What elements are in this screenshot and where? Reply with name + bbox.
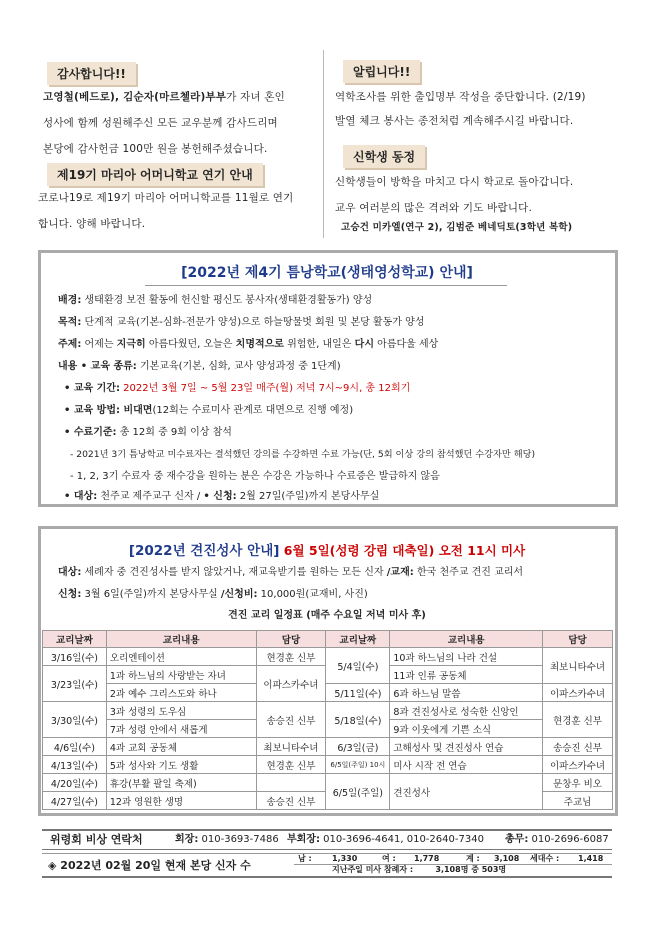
date-cell: 3/30일(수) (43, 702, 107, 738)
notice-header: 알립니다!! (343, 60, 420, 83)
date-cell: 3/16일(수) (43, 648, 107, 666)
stats-bar (42, 853, 612, 878)
table-row (43, 756, 613, 774)
topic-cell: 5과 성사와 기도 생활 (106, 756, 256, 774)
stats-title: ◈ 2022년 02월 20일 현재 본당 신자 수 (48, 859, 251, 872)
table-row (43, 648, 613, 666)
male-count: 1,330 (332, 854, 358, 863)
col-header: 담당 (543, 631, 613, 648)
teacher-cell: 이파스카수녀 (256, 666, 326, 702)
topic-cell: 고해성사 및 견진성사 연습 (390, 738, 543, 756)
date-cell: 6/5일(주일) 10시 (326, 756, 390, 774)
eco-school-title: [2022년 제4기 틈낭학교(생태영성학교) 안내] (181, 265, 473, 281)
teacher-cell: 최보니타수녀 (256, 738, 326, 756)
topic-cell: 휴강(부활 팔일 축제) (106, 774, 256, 792)
stats-counts (294, 854, 612, 864)
seminarian-line-2: 교우 여러분의 많은 격려와 기도 바랍니다. (335, 202, 533, 214)
contacts-secretary: 총무: 010-2696-6087 (505, 834, 609, 845)
teacher-cell: 최보니타수녀 (543, 648, 613, 684)
topic-cell: 견진성사 (390, 774, 543, 810)
table-row (43, 702, 613, 720)
contacts-title: 위령회 비상 연락처 (50, 833, 143, 846)
contacts-vice: 부회장: 010-3696-4641, 010-2640-7340 (287, 834, 484, 845)
female-label: 여 : (382, 854, 396, 863)
seminarian-header: 신학생 동정 (343, 145, 425, 168)
notice-line-2: 발열 체크 봉사는 종전처럼 계속해주시길 바랍니다. (335, 115, 574, 127)
seminarian-line-1: 신학생들이 방학을 마치고 다시 학교로 돌아갑니다. (335, 176, 574, 188)
topic-cell: 6과 하느님 말씀 (390, 684, 543, 702)
mothers-school-header: 제19기 마리아 어머니학교 연기 안내 (47, 163, 263, 186)
teacher-cell: 이파스카수녀 (543, 684, 613, 702)
thanks-line-3: 본당에 감사헌금 100만 원을 봉헌해주셨습니다. (43, 143, 268, 155)
teacher-cell: 송승진 신부 (256, 792, 326, 810)
col-header: 교리날짜 (326, 631, 390, 648)
date-cell: 5/18일(수) (326, 702, 390, 738)
eco-purpose: 목적: 단계적 교육(기본-심화-전문가 양성)으로 하늘땅물벗 회원 및 본당 활동가 양성 (58, 317, 425, 328)
teacher-cell: 주교님 (543, 792, 613, 810)
contacts-chair: 회장: 010-3693-7486 (175, 834, 279, 845)
col-header: 교리내용 (106, 631, 256, 648)
date-cell: 3/23일(수) (43, 666, 107, 702)
col-header: 교리날짜 (43, 631, 107, 648)
topic-cell: 2과 예수 그리스도와 하나 (106, 684, 256, 702)
date-cell: 5/4일(수) (326, 648, 390, 684)
total-label: 계 : (466, 854, 480, 863)
table-row (43, 684, 613, 702)
female-count: 1,778 (414, 854, 440, 863)
households-count: 1,418 (578, 854, 604, 863)
teacher-cell: 문창우 비오 (543, 774, 613, 792)
eco-content: 내용 • 교육 종류: 기본교육(기본, 심화, 교사 양성과정 중 1단계) (58, 361, 341, 372)
eco-period: • 교육 기간: 2022년 3월 7일 ~ 5월 23일 매주(월) 저녁 7시~9시, 총 12회기 (64, 383, 411, 394)
confirmation-apply: 신청: 3월 6일(주일)까지 본당사무실 /신청비: 10,000원(교재비, 사진) (58, 589, 368, 600)
eco-criteria: • 수료기준: 총 12회 중 9회 이상 참석 (64, 427, 232, 438)
table-row (43, 738, 613, 756)
topic-cell: 8과 견진성사로 성숙한 신앙인 (390, 702, 543, 720)
teacher-cell: 송승진 신부 (256, 702, 326, 738)
topic-cell: 12과 영원한 생명 (106, 792, 256, 810)
total-count: 3,108 (494, 854, 520, 863)
male-label: 남 : (298, 854, 312, 863)
col-header: 담당 (256, 631, 326, 648)
eco-title-underline (145, 285, 507, 286)
column-divider (323, 50, 324, 238)
eco-note-1: - 2021년 3기 틈낭학교 미수료자는 결석했던 강의를 수강하면 수료 가능(단, 5회 이상 강의 참석했던 수강자만 해당) (70, 449, 536, 460)
households-label: 세대수 : (530, 854, 560, 863)
eco-method: • 교육 방법: 비대면(12회는 수료미사 관계로 대면으로 진행 예정) (64, 405, 354, 416)
date-cell: 4/20일(수) (43, 774, 107, 792)
date-cell: 4/6일(수) (43, 738, 107, 756)
topic-cell: 4과 교회 공동체 (106, 738, 256, 756)
teacher-cell: 현경훈 신부 (256, 756, 326, 774)
date-cell: 6/5일(주일) (326, 774, 390, 810)
teacher-cell (256, 774, 326, 792)
eco-theme: 주제: 어제는 지극히 아름다웠던, 오늘은 치명적으로 위험한, 내일은 다시 아름다울 세상 (58, 339, 439, 350)
date-cell: 4/27일(수) (43, 792, 107, 810)
teacher-cell: 현경훈 신부 (543, 702, 613, 738)
teacher-cell: 송승진 신부 (543, 738, 613, 756)
topic-cell: 10과 하느님의 나라 건설 (390, 648, 543, 666)
table-row (43, 774, 613, 792)
col-header: 교리내용 (390, 631, 543, 648)
mothers-school-line-2: 합니다. 양해 바랍니다. (38, 218, 146, 230)
topic-cell: 1과 하느님의 사랑받는 자녀 (106, 666, 256, 684)
contacts-bar (42, 829, 612, 850)
topic-cell: 9과 이웃에게 기쁜 소식 (390, 720, 543, 738)
seminarian-names: 고승건 미카엘(연구 2), 김범준 베네딕토(3학년 복학) (341, 222, 573, 233)
notice-line-1: 역학조사를 위한 출입명부 작성을 중단합니다. (2/19) (335, 91, 586, 103)
topic-cell: 3과 성령의 도우심 (106, 702, 256, 720)
date-cell: 6/3일(금) (326, 738, 390, 756)
schedule-title: 견진 교리 일정표 (매주 수요일 저녁 미사 후) (228, 610, 426, 621)
eco-note-2: - 1, 2, 3기 수료자 중 재수강을 원하는 분은 수강은 가능하나 수료증은 발급하지 않음 (70, 471, 440, 482)
eco-target: • 대상: 천주교 제주교구 신자 / • 신청: 2월 27일(주일)까지 본당사무실 (64, 491, 380, 502)
confirmation-title: [2022년 견진성사 안내] 6월 5일(성령 강림 대축일) 오전 11시 미사 (128, 543, 526, 559)
mothers-school-line-1: 코로나19로 제19기 마리아 어머니학교를 11월로 연기 (38, 192, 294, 204)
eco-background: 배경: 생태환경 보전 활동에 헌신할 평신도 봉사자(생태환경활동가) 양성 (58, 295, 373, 306)
schedule-header-row (43, 631, 613, 648)
schedule-table (42, 630, 613, 810)
teacher-cell: 이파스카수녀 (543, 756, 613, 774)
topic-cell: 오리엔테이션 (106, 648, 256, 666)
stats-attendance: 지난주일 미사 참례자 : 3,108명 중 503명 (332, 865, 507, 874)
date-cell: 4/13일(수) (43, 756, 107, 774)
topic-cell: 7과 성령 안에서 새롭게 (106, 720, 256, 738)
thanks-line-2: 성사에 함께 성원해주신 모든 교우분께 감사드리며 (43, 117, 278, 129)
topic-cell: 11과 인류 공동체 (390, 666, 543, 684)
thanks-line-1: 고영철(베드로), 김순자(마르첼라)부부가 자녀 혼인 (43, 91, 285, 103)
date-cell: 5/11일(수) (326, 684, 390, 702)
thanks-header: 감사합니다!! (47, 62, 136, 85)
topic-cell: 미사 시작 전 연습 (390, 756, 543, 774)
confirmation-target: 대상: 세례자 중 견진성사를 받지 않았거나, 재교육받기를 원하는 모든 신자 /교재: 한국 천주교 견진 교리서 (58, 567, 524, 578)
teacher-cell: 현경훈 신부 (256, 648, 326, 666)
